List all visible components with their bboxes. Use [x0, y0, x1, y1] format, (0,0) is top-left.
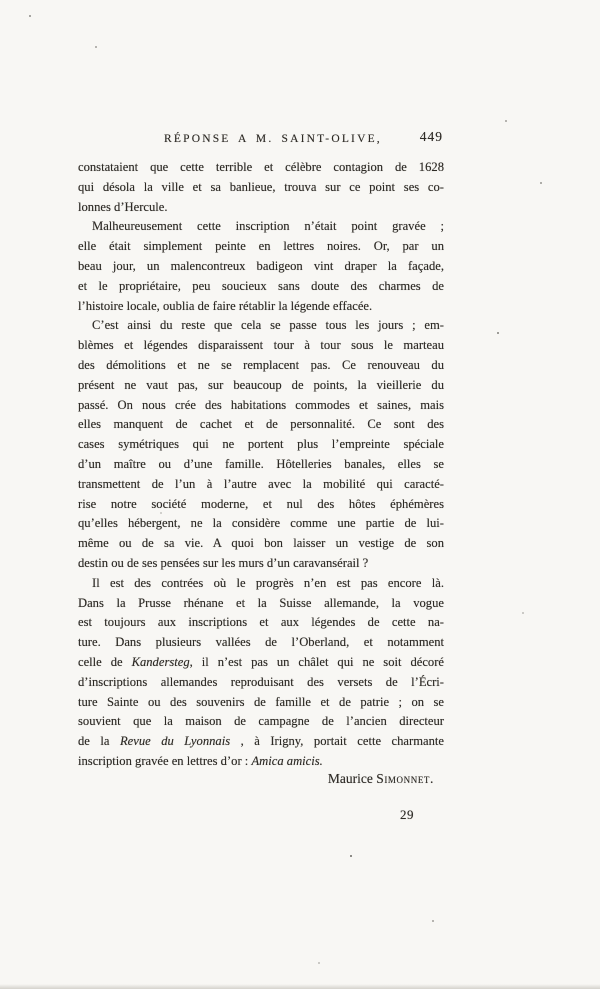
text-segment: lonnes d’Hercule. — [78, 199, 168, 214]
text-segment: Il est des contrées où le progrès n’en est pas encore là. — [92, 575, 444, 590]
text-line — [78, 257, 444, 277]
text-line — [78, 554, 444, 574]
text-segment: elles manquent de cachet et de personnalité. Ce sont des — [78, 417, 444, 432]
text-segment: qu’elles hébergent, ne la considère comme une partie de lui- — [78, 516, 444, 531]
text-segment: est toujours aux inscriptions et aux légendes de cette na- — [78, 615, 444, 630]
text-line — [78, 534, 444, 554]
text-line — [78, 356, 444, 376]
text-segment: de la — [78, 734, 120, 749]
text-segment: elle était simplement peinte en lettres noires. Or, par un — [78, 239, 444, 254]
text-line — [78, 297, 444, 317]
text-line — [78, 237, 444, 257]
text-segment: beau jour, un malencontreux badigeon vint draper la façade, — [78, 258, 444, 273]
signature-forename: Maurice — [327, 771, 377, 786]
text-segment: passé. On nous crée des habitations commodes et saines, mais — [78, 397, 444, 412]
page-number: 449 — [419, 129, 443, 144]
text-line — [78, 475, 444, 495]
text-line — [78, 336, 444, 356]
text-line — [78, 277, 444, 297]
text-line — [78, 514, 444, 534]
text-line — [78, 633, 444, 653]
paragraph — [78, 316, 444, 573]
italic-text: Kandersteg — [131, 654, 190, 669]
paragraph — [78, 217, 444, 316]
text-line — [78, 415, 444, 435]
text-column — [78, 0, 444, 989]
italic-text: Amica amicis. — [251, 753, 323, 768]
text-line — [78, 198, 444, 218]
text-segment: inscription gravée en lettres d’or : — [78, 753, 252, 768]
paragraph — [78, 574, 444, 772]
text-line — [78, 732, 444, 752]
text-line — [78, 495, 444, 515]
text-line — [78, 396, 444, 416]
text-segment: Malheureusement cette inscription n’était point gravée ; — [92, 219, 444, 234]
text-segment: celle de — [78, 654, 132, 669]
text-segment: rise notre société moderne, et nul des hôtes éphémères — [78, 496, 444, 511]
signature-surname: Simonnet. — [376, 771, 434, 786]
text-segment: blèmes et légendes disparaissent tour à tour sous le marteau — [78, 338, 444, 353]
text-segment: ture Sainte ou des souvenirs de famille et de patrie ; on se — [78, 694, 444, 709]
text-segment: d’un maître ou d’une famille. Hôtelleries banales, elles se — [78, 456, 444, 471]
signature-line — [78, 769, 444, 789]
text-segment: ture. Dans plusieurs vallées de l’Oberland, et notamment — [78, 635, 444, 650]
text-segment: transmettent de l’un à l’autre avec la mobilité qui caracté- — [78, 476, 444, 491]
text-line — [78, 158, 444, 178]
text-line — [78, 217, 444, 237]
text-line — [78, 673, 444, 693]
text-segment: l’histoire locale, oublia de faire rétablir la légende effacée. — [78, 298, 373, 313]
text-line — [78, 653, 444, 673]
text-line — [78, 455, 444, 475]
body-text — [78, 158, 444, 772]
text-line — [78, 435, 444, 455]
text-segment: destin ou de ses pensées sur les murs d’un caravansérail ? — [78, 555, 369, 570]
text-line — [78, 693, 444, 713]
page-header — [78, 131, 444, 149]
text-line — [78, 376, 444, 396]
text-line — [78, 613, 444, 633]
text-segment: d’inscriptions allemandes reproduisant des versets de l’Écri- — [78, 674, 444, 689]
text-segment: même ou de sa vie. A quoi bon laisser un vestige de son — [78, 536, 444, 551]
text-segment: constataient que cette terrible et célèbre contagion de 1628 — [78, 160, 444, 174]
italic-text: Revue du Lyonnais — [119, 734, 231, 749]
text-line — [78, 574, 444, 594]
text-segment: qui désola la ville et sa banlieue, trouva sur ce point ses co- — [78, 179, 444, 194]
sheet-number: 29 — [400, 807, 414, 822]
text-line — [78, 712, 444, 732]
text-segment: , il n’est pas un châlet qui ne soit décoré — [189, 654, 445, 669]
text-line — [78, 178, 444, 198]
text-segment: présent ne vaut pas, sur beaucoup de points, la vieillerie du — [78, 377, 444, 392]
paragraph — [78, 158, 444, 217]
text-segment: des démolitions et ne se remplacent pas. Ce renouveau du — [78, 357, 444, 372]
text-segment: et le propriétaire, peu soucieux sans doute des charmes de — [78, 278, 444, 293]
text-segment: souvient que la maison de campagne de l’ancien directeur — [78, 714, 444, 729]
text-segment: cases symétriques qui ne portent plus l’empreinte spéciale — [78, 437, 444, 452]
text-segment: Dans la Prusse rhénane et la Suisse allemande, la vogue — [78, 595, 444, 610]
text-line — [78, 316, 444, 336]
text-line — [78, 594, 444, 614]
text-segment: , à Irigny, portait cette charmante — [230, 734, 444, 749]
running-title: RÉPONSE A M. SAINT-OLIVE, — [164, 133, 382, 145]
text-segment: C’est ainsi du reste que cela se passe tous les jours ; em- — [92, 318, 444, 333]
